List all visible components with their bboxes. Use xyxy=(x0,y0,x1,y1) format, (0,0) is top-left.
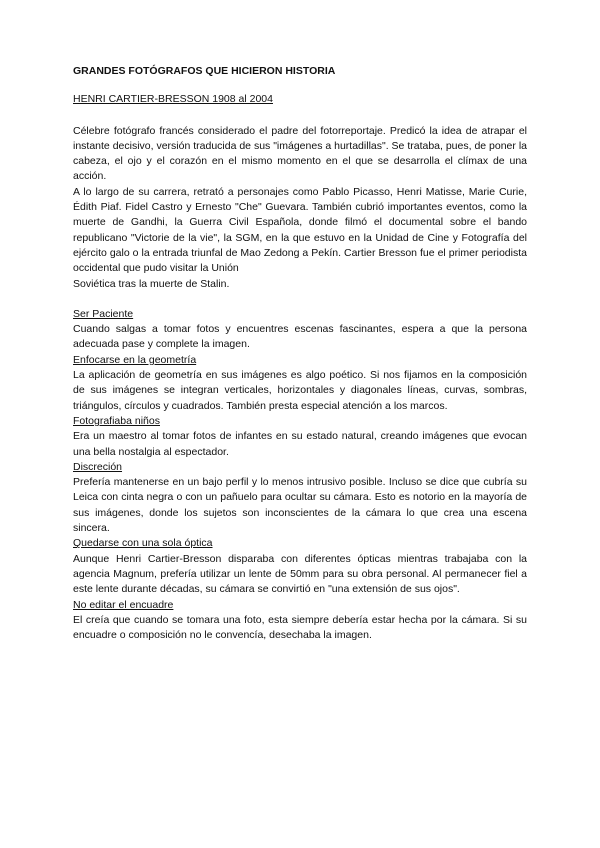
section-optica xyxy=(73,536,527,597)
section-text: Prefería mantenerse en un bajo perfil y lo menos intrusivo posible. Incluso se dice que cubría su Leica con cinta negra o con un pañuelo para ocultar su cámara. Esto es notorio en la mayoría de sus imágenes, donde los sujetos son inconscientes de la cámara lo que crea una escena sincera. xyxy=(73,476,527,535)
section-text: El creía que cuando se tomara una foto, esta siempre debería estar hecha por la cámara. Si su encuadre o composición no le convencía, desechaba la imagen. xyxy=(73,613,527,642)
section-discrecion xyxy=(73,460,527,536)
section-encuadre xyxy=(73,598,527,644)
section-text: La aplicación de geometría en sus imágenes es algo poético. Si nos fijamos en la composición de sus imágenes se integran verticales, horizontales y diagonales líneas, curvas, sombras, triángulos, círculos y cuadrados. También presta especial atención a los marcos. xyxy=(73,369,527,412)
section-heading: Quedarse con una sola óptica xyxy=(73,537,213,550)
section-ninos xyxy=(73,414,527,460)
document-subtitle: HENRI CARTIER-BRESSON 1908 al 2004 xyxy=(73,93,273,106)
section-heading: Ser Paciente xyxy=(73,307,134,320)
section-ser-paciente xyxy=(73,307,527,353)
intro-paragraph-1: Célebre fotógrafo francés considerado el padre del fotorreportaje. Predicó la idea de atrapar el instante decisivo, versión traducida de sus "imágenes a hurtadillas". Se trataba, pues, de poner la cabeza, el ojo y el corazón en el mismo momento en el que se desarrolla el clímax de una acción. xyxy=(73,124,527,183)
section-heading: No editar el encuadre xyxy=(73,598,174,611)
section-text: Era un maestro al tomar fotos de infantes en su estado natural, creando imágenes que evocan una bella nostalgia al espectador. xyxy=(73,430,527,458)
section-heading: Discreción xyxy=(73,460,123,473)
section-heading: Fotografiaba niños xyxy=(73,414,160,427)
section-text: Cuando salgas a tomar fotos y encuentres escenas fascinantes, espera a que la persona adecuada pase y complete la imagen. xyxy=(73,323,527,351)
intro-paragraph-2: A lo largo de su carrera, retrató a personajes como Pablo Picasso, Henri Matisse, Marie Curie, Édith Piaf. Fidel Castro y Ernesto "Che" Guevara. También cubrió importantes eventos, como la muerte de Gandhi, la Guerra Civil Española, donde filmó el documental sobre el bando republicano "Victorie de la vie", la SGM, en la que estuvo en la Unidad de Cine y Fotografía del ejército galo o la entrada triunfal de Mao Zedong a Pekín. Cartier Bresson fue el primer periodista occidental que pudo visitar la Unión xyxy=(73,185,527,275)
section-text: Aunque Henri Cartier-Bresson disparaba con diferentes ópticas mientras trabajaba con la agencia Magnum, prefería utilizar un lente de 50mm para su obra personal. Al permanecer fiel a este lente durante décadas, su cámara se convirtió en "una extensión de sus ojos". xyxy=(73,552,527,596)
document-title: GRANDES FOTÓGRAFOS QUE HICIERON HISTORIA xyxy=(73,65,336,77)
section-geometria xyxy=(73,353,527,414)
section-heading: Enfocarse en la geometría xyxy=(73,353,197,366)
intro-paragraph-3: Soviética tras la muerte de Stalin. xyxy=(73,277,230,290)
document-body xyxy=(73,64,527,643)
